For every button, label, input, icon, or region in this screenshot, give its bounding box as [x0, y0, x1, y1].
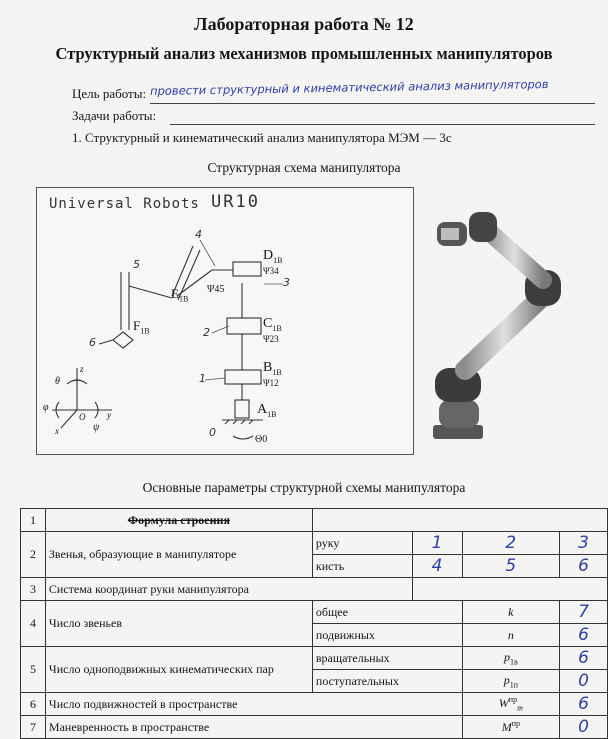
- axis-psi: ψ: [93, 422, 100, 433]
- diagram-drawing: [37, 188, 413, 454]
- joint-D: $D_{1B}$: [263, 248, 283, 265]
- table-row: [21, 509, 608, 532]
- row-number: 2: [21, 532, 46, 578]
- joint-B: $B_{1B}$: [263, 360, 282, 377]
- label-n2: 2: [203, 326, 210, 339]
- diagram-model: UR10: [211, 192, 260, 212]
- diagram-caption: Структурная схема манипулятора: [207, 160, 401, 175]
- label-n3: 3: [283, 276, 290, 289]
- axis-phi: φ: [43, 402, 49, 413]
- arm-value-2: 2: [462, 532, 560, 555]
- coord-system-label: Система координат руки манипулятора: [45, 578, 412, 601]
- angle-theta0: Θ0: [255, 434, 268, 445]
- diagram-brand: Universal Robots: [49, 196, 200, 212]
- translational-label: поступательных: [312, 670, 462, 693]
- arm-label: руку: [312, 532, 412, 555]
- table-row: [21, 647, 608, 670]
- params-table: [20, 508, 608, 739]
- table-row: [21, 532, 608, 555]
- section1-text: 1. Структурный и кинематический анализ манипулятора МЭМ — 3с: [72, 130, 452, 145]
- axis-y: y: [107, 410, 111, 420]
- arm-value-1: 1: [412, 532, 462, 555]
- rotational-label: вращательных: [312, 647, 462, 670]
- angle-psi23: Ψ23: [263, 334, 279, 344]
- maneuverability-symbol: $M^{пр}$: [462, 716, 560, 739]
- row-number: 5: [21, 647, 46, 693]
- rotational-value: 6: [560, 647, 608, 670]
- arm-value-3: 3: [560, 532, 608, 555]
- mobility-symbol: $W^{пр}_т$: [462, 693, 560, 716]
- table-row: [21, 601, 608, 624]
- total-value: 7: [560, 601, 608, 624]
- joint-F: $F_{1B}$: [133, 318, 150, 336]
- translational-value: 0: [560, 670, 608, 693]
- axis-theta: θ: [55, 376, 60, 387]
- angle-psi45: Ψ45: [207, 284, 225, 295]
- links-count-label: Число звеньев: [45, 601, 312, 647]
- goal-handwritten: провести структурный и кинематический анализ манипуляторов: [149, 77, 549, 98]
- table-row: [21, 693, 608, 716]
- lab-title: Лабораторная работа № 12: [194, 14, 414, 34]
- table-row: [21, 578, 608, 601]
- label-n5: 5: [133, 258, 140, 271]
- pairs-label: Число одноподвижных кинематических пар: [45, 647, 312, 693]
- goal-label: Цель работы:: [72, 86, 147, 101]
- formula-value: [312, 509, 607, 532]
- table-caption: Основные параметры структурной схемы манипулятора: [142, 480, 466, 495]
- links-label: Звенья, образующие в манипуляторе: [45, 532, 312, 578]
- mobility-label: Число подвижностей в пространстве: [45, 693, 462, 716]
- coord-system-value: [412, 578, 607, 601]
- label-n1: 1: [199, 372, 206, 385]
- angle-psi12: Ψ12: [263, 378, 279, 388]
- axis-z: z: [80, 364, 84, 374]
- wrist-value-3: 6: [560, 555, 608, 578]
- joint-C: $C_{1B}$: [263, 316, 282, 333]
- total-label: общее: [312, 601, 462, 624]
- axis-x: x: [55, 426, 59, 436]
- mobility-value: 6: [560, 693, 608, 716]
- row-number: 4: [21, 601, 46, 647]
- goal-underline: [150, 103, 595, 104]
- lab-subtitle: Структурный анализ механизмов промышленных манипуляторов: [55, 44, 553, 63]
- wrist-value-1: 4: [412, 555, 462, 578]
- label-n6: 6: [89, 336, 96, 349]
- label-zero: 0: [209, 426, 216, 439]
- translational-symbol: $p_{1п}$: [462, 670, 560, 693]
- label-n4: 4: [195, 228, 202, 241]
- wrist-value-2: 5: [462, 555, 560, 578]
- robot-photo: [425, 200, 575, 450]
- row-number: 6: [21, 693, 46, 716]
- joint-E: $E_{1B}$: [171, 286, 189, 304]
- maneuverability-label: Маневренность в пространстве: [45, 716, 462, 739]
- row-number: 3: [21, 578, 46, 601]
- mobile-symbol: n: [462, 624, 560, 647]
- row-number: 1: [21, 509, 46, 532]
- angle-psi34: Ψ34: [263, 266, 279, 276]
- mobile-label: подвижных: [312, 624, 462, 647]
- axis-origin: O: [79, 412, 86, 422]
- mobile-value: 6: [560, 624, 608, 647]
- formula-label: Формула строения: [127, 512, 230, 527]
- wrist-label: кисть: [312, 555, 412, 578]
- joint-A: $A_{1B}$: [257, 402, 277, 419]
- formula-cell: [45, 509, 312, 532]
- robot-illustration: [425, 200, 575, 450]
- table-row: [21, 716, 608, 739]
- total-symbol: k: [462, 601, 560, 624]
- rotational-symbol: $p_{1в}$: [462, 647, 560, 670]
- row-number: 7: [21, 716, 46, 739]
- tasks-label: Задачи работы:: [72, 108, 157, 123]
- maneuverability-value: 0: [560, 716, 608, 739]
- tasks-underline: [170, 124, 595, 125]
- kinematic-diagram: [36, 187, 414, 455]
